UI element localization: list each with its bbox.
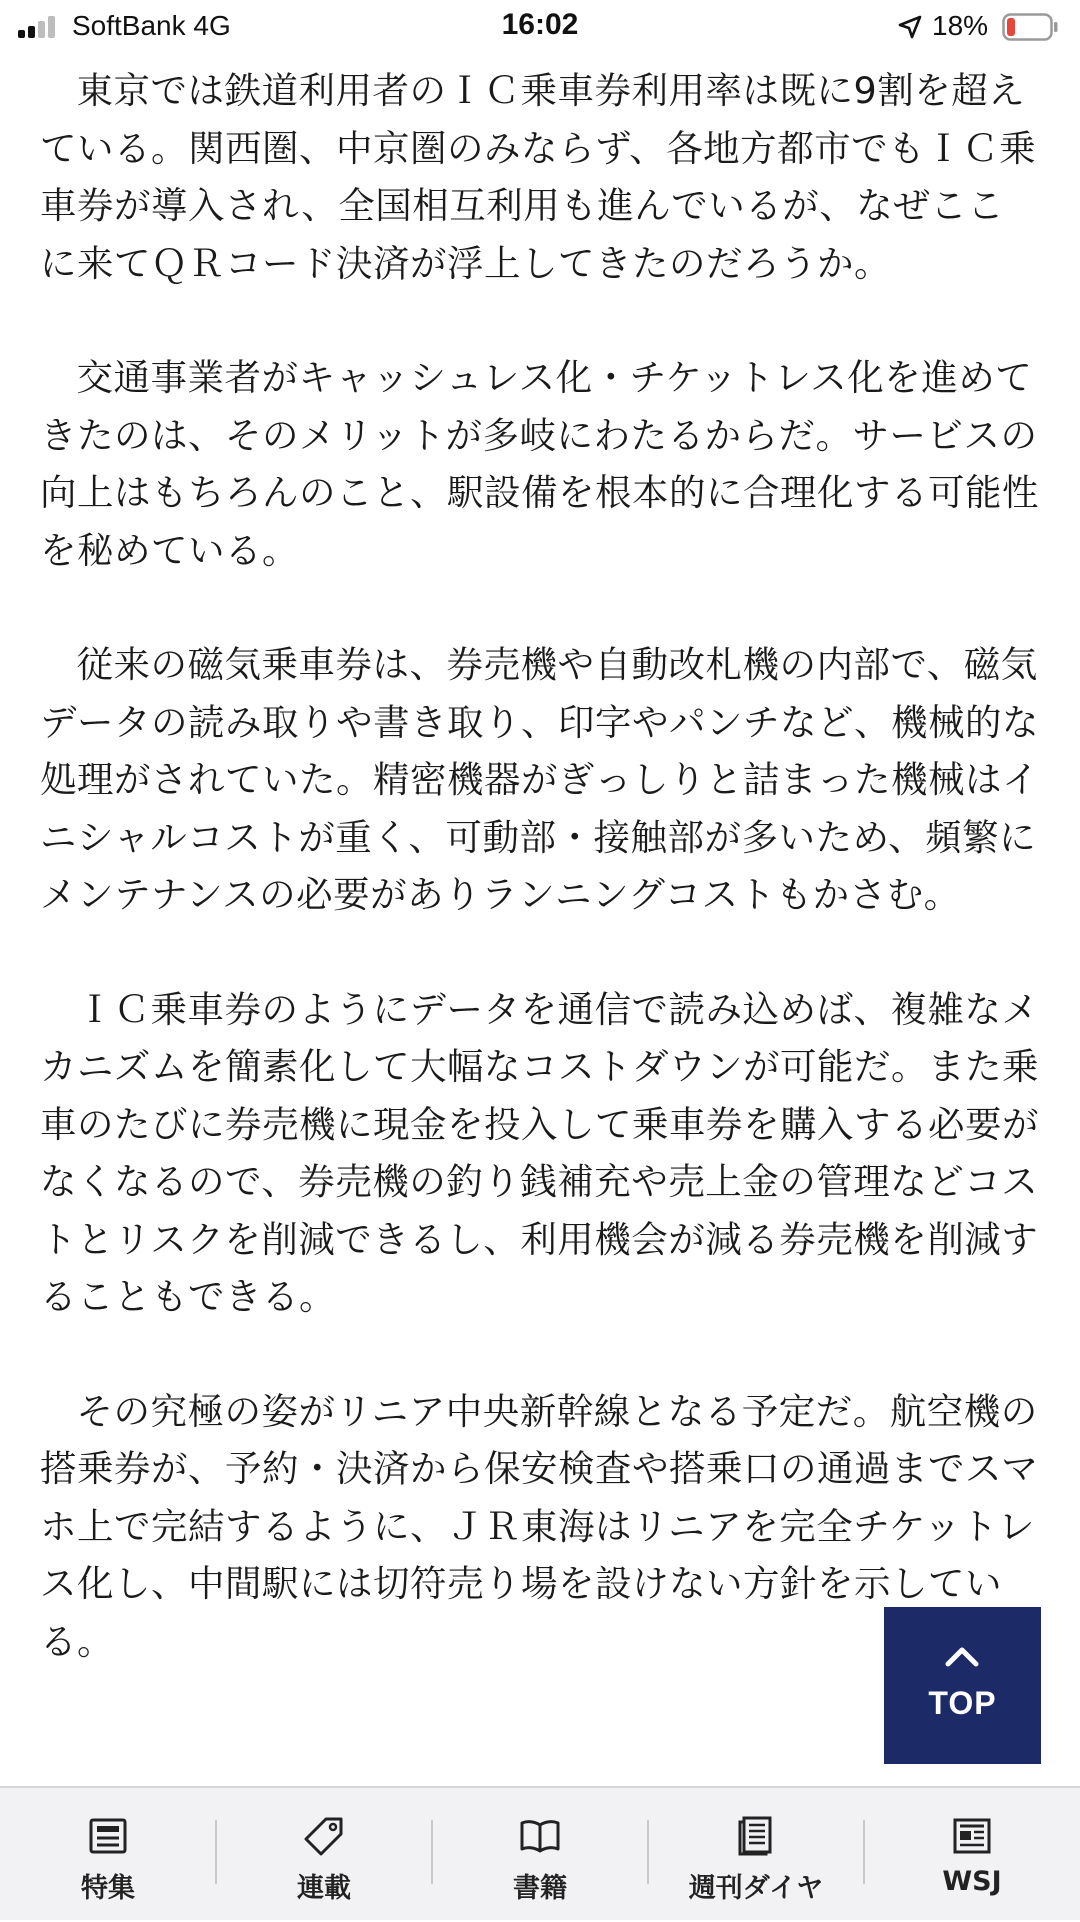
scroll-to-top-label: TOP: [928, 1685, 997, 1721]
article-paragraph: 交通事業者がキャッシュレス化・チケットレス化を進めてきたのは、そのメリットが多岐にわたるからだ。サービスの向上はもちろんのこと、駅設備を根本的に合理化する可能性を秘めている。: [40, 356, 1039, 572]
article-body: [40, 62, 1040, 1774]
tab-label: 書籍: [513, 1873, 567, 1904]
location-arrow-icon: [897, 14, 923, 40]
article-paragraph: 東京では鉄道利用者のＩＣ乗車券利用率は既に9割を超えている。関西圏、中京圏のみならず、各地方都市でもＩＣ乗車券が導入され、全国相互利用も進んでいるが、なぜここに来てＱＲコード決済が浮上してきたのだろうか。: [40, 69, 1037, 285]
tab-label: 週刊ダイヤ: [688, 1873, 824, 1904]
article-paragraph: その究極の姿がリニア中央新幹線となる予定だ。航空機の搭乗券が、予約・決済から保安検査や搭乗口の通過までスマホ上で完結するように、ＪＲ東海はリニアを完全チケットレス化し、中間駅には切符売り場を設けない方針を示している。: [40, 1389, 1039, 1663]
tab-wsj[interactable]: [864, 1788, 1080, 1922]
newspaper-icon: [88, 1816, 128, 1856]
tab-weekly-diamond[interactable]: [648, 1788, 864, 1922]
tag-icon: [304, 1816, 344, 1856]
article-paragraph: ＩＣ乗車券のようにデータを通信で読み込めば、複雑なメカニズムを簡素化して大幅なコストダウンが可能だ。また乗車のたびに券売機に現金を投入して乗車券を購入する必要がなくなるので、券売機の釣り銭補充や売上金の管理などコストとリスクを削減できるし、利用機会が減る券売機を削減することもできる。: [40, 987, 1039, 1318]
battery-percent: 18%: [932, 10, 989, 41]
tab-series[interactable]: [216, 1788, 432, 1922]
chevron-up-icon: [944, 1645, 980, 1667]
tab-label: 特集: [81, 1873, 135, 1904]
status-bar: [0, 0, 1080, 54]
tab-books[interactable]: [432, 1788, 648, 1922]
article-paragraph: 従来の磁気乗車券は、券売機や自動改札機の内部で、磁気データの読み取りや書き取り、印字やパンチなど、機械的な処理がされていた。精密機器がぎっしりと詰まった機械はイニシャルコストが重く、可動部・接触部が多いため、頻繁にメンテナンスの必要がありランニングコストもかさむ。: [40, 643, 1039, 916]
scroll-to-top-button[interactable]: [884, 1607, 1041, 1764]
carrier-label: SoftBank 4G: [72, 10, 231, 41]
status-time: 16:02: [501, 8, 579, 41]
tab-label: 連載: [297, 1873, 351, 1904]
book-icon: [520, 1816, 560, 1856]
tab-label: WSJ: [942, 1866, 1002, 1897]
bottom-tab-bar: [0, 1786, 1080, 1920]
magazine-icon: [736, 1816, 776, 1856]
news-icon: [952, 1816, 992, 1856]
tab-features[interactable]: [0, 1788, 216, 1922]
battery-icon: [1002, 13, 1058, 41]
